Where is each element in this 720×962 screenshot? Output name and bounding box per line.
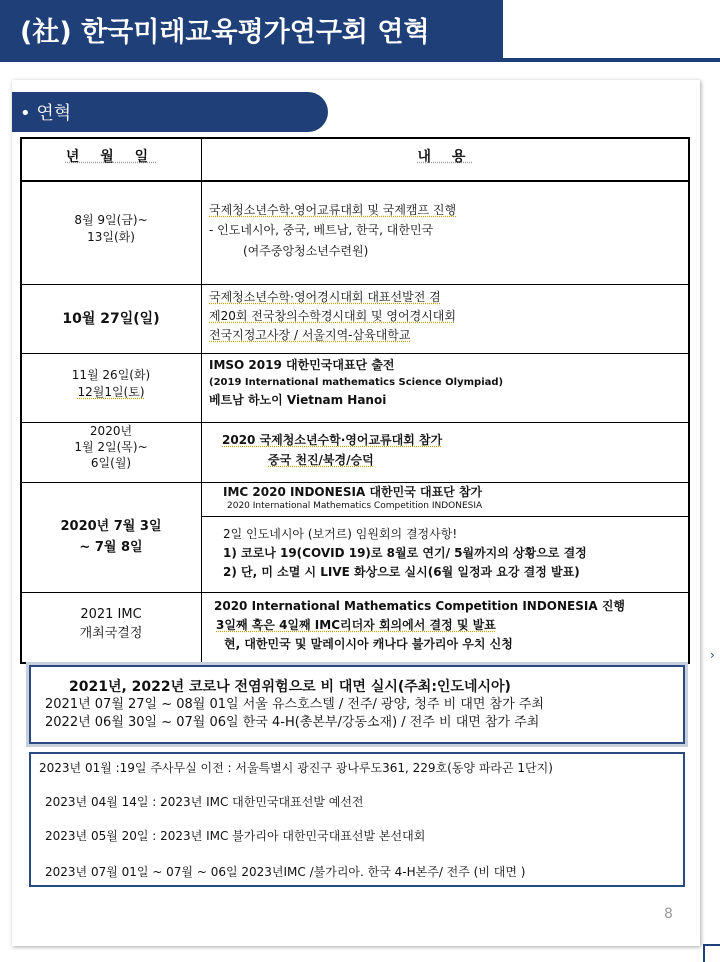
notice-line: 2023년 01월 :19일 주사무실 이전 : 서울특별시 광진구 광나루도361, 229호(동양 파라곤 1단지) [39, 761, 553, 775]
page-number: 8 [664, 906, 673, 922]
row-content: 2일 인도네시아 (보거르) 임원회의 결정사항! 1) 코로나 19(COVID 19)로 8월로 연기/ 5월까지의 상황으로 결정 2) 단, 미 소멸 시 LIVE 화상으로 실시(6월 일정과 요강 결정 발표) [223, 527, 587, 580]
row-content: IMSO 2019 대한민국대표단 출전 (2019 International mathematics Science Olympiad) 베트남 하노이 Vietnam Hanoi [209, 358, 504, 408]
row-date: 2021 IMC 개최국결정 [79, 607, 143, 641]
table-header-divider [21, 180, 689, 182]
table-column-divider [201, 138, 202, 663]
notice-box-covid [29, 665, 685, 744]
row-date: 2020년 7월 3일 ~ 7월 8일 [60, 519, 162, 556]
section-tab [12, 92, 328, 132]
row-content: 2020 국제청소년수학·영어교류대회 참가 중국 천진/북경/승덕 [222, 433, 443, 468]
row-divider [21, 353, 689, 354]
page-title: (社) 한국미래교육평가연구회 연혁 [20, 17, 430, 48]
row-date: 8월 9일(금)~ 13일(화) [74, 213, 148, 245]
row-content: IMC 2020 INDONESIA 대한민국 대표단 참가 2020 International Mathematics Competition INDONESIA [223, 485, 483, 511]
notice-line: 2023년 05월 20일 : 2023년 IMC 불가리아 대한민국대표선발 본선대회 [45, 829, 426, 843]
chevron-right-icon: › [710, 648, 715, 662]
header-content: 내 용 [417, 149, 474, 165]
row-date: 2020년 1월 2일(목)~ 6일(월) [74, 424, 148, 471]
notice-lines: 2021년 07월 27일 ~ 08월 01일 서울 유스호스텔 / 전주/ 광양, 청주 비 대면 참가 주최 2022년 06월 30일 ~ 07월 06일 한국 4-H(총본부/강동소재) / 전주 비 대면 참가 주최 [45, 697, 544, 731]
notice-line: 2023년 04월 14일 : 2023년 IMC 대한민국대표선발 예선전 [45, 795, 364, 809]
row-divider [21, 592, 689, 593]
header-date: 년 월 일 [65, 149, 157, 165]
section-label: • 연혁 [20, 103, 72, 124]
row-content: 국제청소년수학.영어교류대회 및 국제캠프 진행 - 인도네시아, 중국, 베트남, 한국, 대한민국 (여주중앙청소년수련원) [209, 203, 457, 258]
header-accent [503, 0, 720, 62]
row-subdivider [202, 516, 689, 517]
row-content: 국제청소년수학·영어경시대회 대표선발전 겸 제20회 전국창의수학경시대회 및 영어경시대회 전국지정고사장 / 서울지역-삼육대학교 [209, 290, 456, 343]
row-divider [21, 284, 689, 285]
row-content: 2020 International Mathematics Competition INDONESIA 진행 3일째 혹은 4일째 IMC리더자 회의에서 결정 및 발표 현, 대한민국 및 말레이시아 캐나다 불가리아 우치 신청 [214, 599, 625, 652]
notice-box-2023 [29, 752, 685, 887]
notice-line: 2023년 07월 01일 ~ 07월 ~ 06일 2023년IMC /불가리아. 한국 4-H본주/ 전주 (비 대면 ) [45, 865, 526, 879]
row-divider [21, 482, 689, 483]
header-accent-bar [503, 58, 720, 62]
row-date: 10월 27일(일) [62, 311, 160, 327]
row-date: 11월 26일(화) 12월1일(토) [71, 368, 151, 400]
notice-title: 2021년, 2022년 코로나 전염위험으로 비 대면 실시(주최:인도네시아) [69, 679, 511, 695]
corner-mark [703, 944, 720, 962]
